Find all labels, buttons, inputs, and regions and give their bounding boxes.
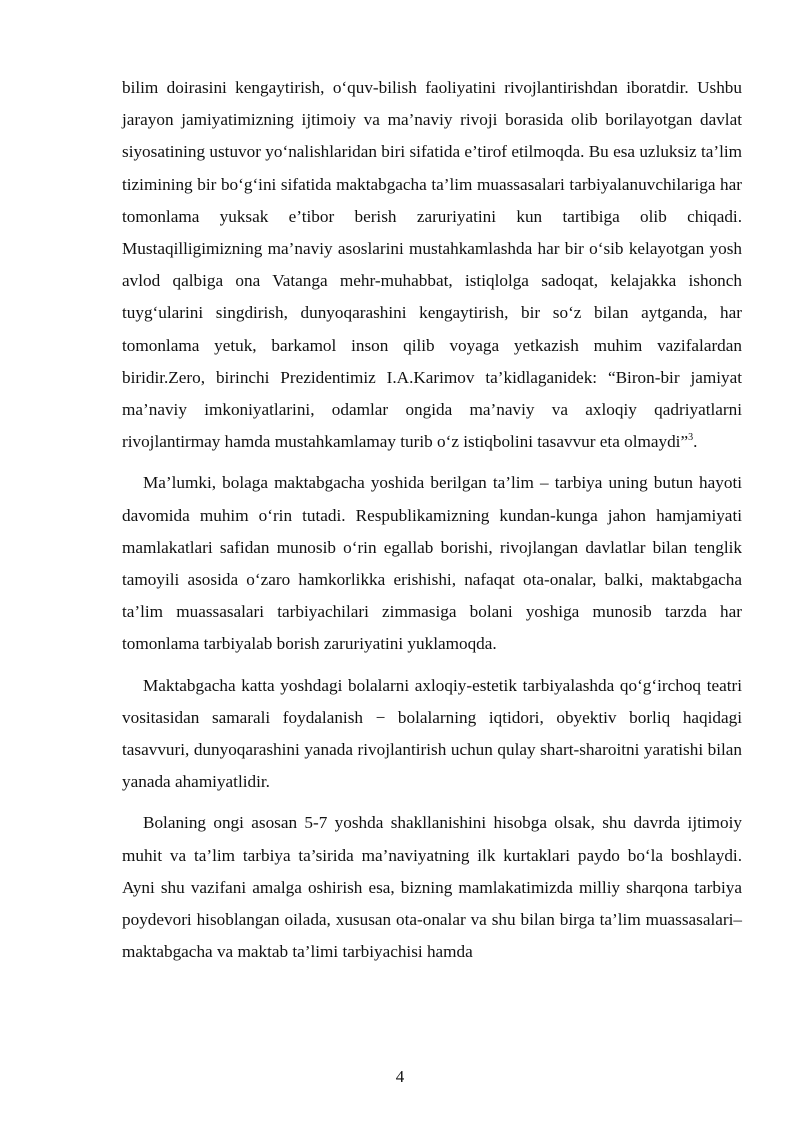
document-body xyxy=(122,72,742,977)
paragraph-2: Ma’lumki, bolaga maktabgacha yoshida berilgan ta’lim – tarbiya uning butun hayoti davomida muhim o‘rin tutadi. Respublikamizning kundan-kunga jahon hamjamiyati mamlakatlari safidan munosib o‘rin egallab borishi, rivojlangan davlatlar bilan tenglik tamoyili asosida o‘zaro hamkorlikka erishishi, nafaqat ota-onalar, balki, maktabgacha ta’lim muassasalari tarbiyachilari zimmasiga bolani yoshiga munosib tarzda har tomonlama tarbiyalab borish zaruriyatini yuklamoqda. xyxy=(122,473,742,654)
paragraph-3: Maktabgacha katta yoshdagi bolalarni axloqiy-estetik tarbiyalashda qo‘g‘irchoq teatri vositasidan samarali foydalanish − bolalarning iqtidori, obyektiv borliq haqidagi tasavvuri, dunyoqarashini yanada rivojlantirish uchun qulay shart-sharoitni yaratishi bilan yanada ahamiyatlidir. xyxy=(122,675,742,792)
page-number: 4 xyxy=(395,1067,405,1086)
footnote-reference[interactable]: 3 xyxy=(688,432,694,444)
paragraph-1-text: bilim doirasini kengaytirish, o‘quv-bilish faoliyatini rivojlantirishdan iboratdir. Ushbu jarayon jamiyatimizning ijtimoiy va ma’naviy rivoji borasida olib borilayotgan davlat siyosatining ustuvor yo‘nalishlaridan biri sifatida e’tirof etilmoqda. Bu esa uzluksiz ta’lim tizimining bir bo‘g‘ini sifatida maktabgacha ta’lim muassasalari tarbiyalanuvchilariga har tomonlama yuksak e’tibor berish zaruriyatini kun tartibiga olib chiqadi. Mustaqilligimizning ma’naviy asoslarini mustahkamlashda har bir o‘sib kelayotgan yosh avlod qalbiga ona Vatanga mehr-muhabbat, istiqlolga sadoqat, kelajakka ishonch tuyg‘ularini singdirish, dunyoqarashini kengaytirish, bir so‘z bilan aytganda, har tomonlama yetuk, barkamol inson qilib voyaga yetkazish muhim vazifalardan biridir.Zero, birinchi Prezidentimiz I.A.Karimov ta’kidlaganidek: “Biron-bir jamiyat ma’naviy imkoniyatlarini, odamlar ongida ma’naviy va axloqiy qadriyatlarni rivojlantirmay hamda mustahkamlamay turib o‘z istiqbolini tasavvur eta olmaydi” xyxy=(122,78,742,452)
paragraph-4: Bolaning ongi asosan 5-7 yoshda shakllanishini hisobga olsak, shu davrda ijtimoiy muhit va ta’lim tarbiya ta’sirida ma’naviyatning ilk kurtaklari paydo bo‘la boshlaydi. Ayni shu vazifani amalga oshirish esa, bizning mamlakatimizda milliy sharqona tarbiya poydevori hisoblangan oilada, xususan ota-onalar va shu bilan birga ta’lim muassasalari– maktabgacha va maktab ta’limi tarbiyachisi hamda xyxy=(122,813,742,962)
paragraph-1 xyxy=(122,72,742,458)
paragraph-1-tail: . xyxy=(693,432,698,452)
